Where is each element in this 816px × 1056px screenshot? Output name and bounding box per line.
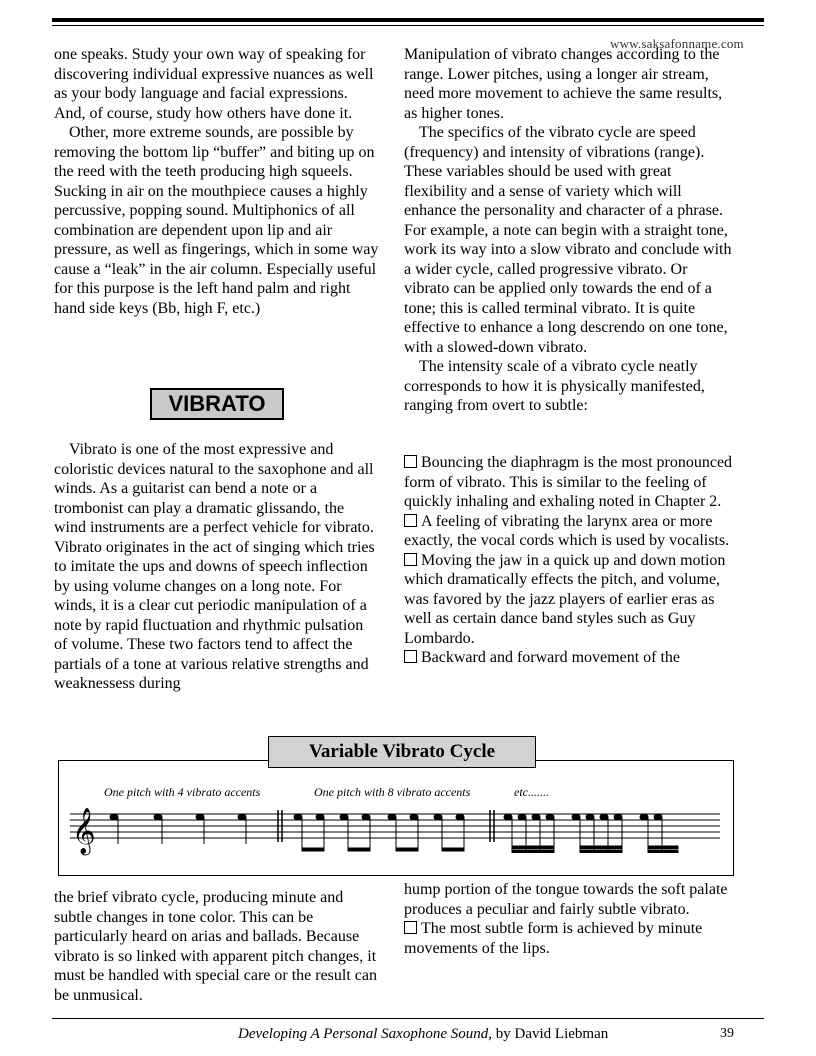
- music-staff-icon: [70, 800, 720, 860]
- list-item-text: Bouncing the diaphragm is the most pronounced form of vibrato. This is similar to the feeling of quickly inhaling and exhaling noted in Chapter 2.: [404, 454, 733, 510]
- figure-title: Variable Vibrato Cycle: [268, 736, 536, 768]
- section-heading: VIBRATO: [150, 388, 284, 420]
- book-author: by David Liebman: [492, 1026, 609, 1042]
- figure-caption: One pitch with 8 vibrato accents: [314, 785, 471, 799]
- watermark: www.saksafonname.com: [610, 36, 744, 51]
- checkbox-bullet-icon: [404, 553, 417, 566]
- footer: [238, 1026, 608, 1043]
- list-item: [404, 648, 734, 668]
- list-item: [404, 512, 734, 551]
- list-item-text: Backward and forward movement of the: [421, 649, 681, 666]
- page-number: 39: [720, 1026, 734, 1041]
- header-rule-thin: [52, 25, 764, 26]
- column-right-middle: [404, 453, 734, 668]
- footer-rule: [52, 1018, 764, 1019]
- column-left-bottom: [54, 888, 379, 1005]
- paragraph: the brief vibrato cycle, producing minute and subtle changes in tone color. This can be particularly heard on arias and ballads. Because vibrato is so linked with apparent pitch changes, it must be handled with special care or the result can be unmusical.: [54, 889, 377, 1004]
- treble-clef-icon: 𝄞: [72, 808, 96, 854]
- paragraph: Vibrato is one of the most expressive and coloristic devices natural to the saxophone and all winds. As a guitarist can bend a note or a trombonist can play a dramatic glissando, the wind instruments are a perfect vehicle for vibrato. Vibrato originates in the act of singing which tries to imitate the ups and downs of speech inflection by using volume changes on a long note. For winds, it is a clear cut periodic manipulation of a note by rapid fluctuation and rhythmic pulsation of volume. These two factors tend to affect the partials of a tone at various relative strengths and weaknessess during: [54, 441, 375, 692]
- list-item: [404, 551, 734, 649]
- column-right-top: [404, 45, 734, 416]
- figure-caption: One pitch with 4 vibrato accents: [104, 785, 261, 799]
- list-item-text: A feeling of vibrating the larynx area or more exactly, the vocal cords which is used by vocalists.: [404, 512, 730, 549]
- list-item: [404, 919, 734, 958]
- column-left-top: [54, 45, 379, 318]
- paragraph: hump portion of the tongue towards the soft palate produces a peculiar and fairly subtle vibrato.: [404, 881, 728, 918]
- checkbox-bullet-icon: [404, 455, 417, 468]
- checkbox-bullet-icon: [404, 921, 417, 934]
- book-title: Developing A Personal Saxophone Sound,: [238, 1026, 492, 1042]
- paragraph: The specifics of the vibrato cycle are speed (frequency) and intensity of vibrations (range). These variables should be used with great flexibility and a sense of variety which will enhance the personality and character of a phrase. For example, a note can begin with a straight tone, work its way into a slow vibrato and conclude with a wider cycle, called progressive vibrato. Or vibrato can be applied only towards the end of a tone; this is called terminal vibrato. It is quite effective to enhance a long descrendo on one tone, with a slowed-down vibrato.: [404, 124, 732, 356]
- paragraph: Other, more extreme sounds, are possible by removing the bottom lip “buffer” and biting up on the reed with the teeth producing high squeels. Sucking in air on the mouthpiece causes a highly percussive, popping sound. Multiphonics of all combination are dependent upon lip and air pressure, as well as fingerings, which in some way cause a “leak” in the air column. Especially useful for this purpose is the left hand palm and right hand side keys (Bb, high F, etc.): [54, 124, 379, 317]
- column-right-bottom: [404, 880, 734, 958]
- paragraph: Manipulation of vibrato changes according to the range. Lower pitches, using a longer air stream, need more movement to achieve the same results, as higher tones.: [404, 46, 723, 122]
- checkbox-bullet-icon: [404, 514, 417, 527]
- header-rule-thick: [52, 18, 764, 22]
- paragraph: The intensity scale of a vibrato cycle neatly corresponds to how it is physically manifested, ranging from overt to subtle:: [404, 358, 705, 414]
- list-item: [404, 453, 734, 512]
- checkbox-bullet-icon: [404, 650, 417, 663]
- list-item-text: Moving the jaw in a quick up and down motion which dramatically effects the pitch, and volume, was favored by the jazz players of earlier eras as well as certain dance band styles such as Guy Lombardo.: [404, 551, 726, 647]
- column-left-middle: [54, 440, 379, 694]
- figure-caption: etc.......: [514, 785, 549, 799]
- paragraph: one speaks. Study your own way of speaking for discovering individual expressive nuances as well as your body language and facial expressions. And, of course, study how others have done it.: [54, 46, 374, 122]
- list-item-text: The most subtle form is achieved by minute movements of the lips.: [404, 920, 703, 957]
